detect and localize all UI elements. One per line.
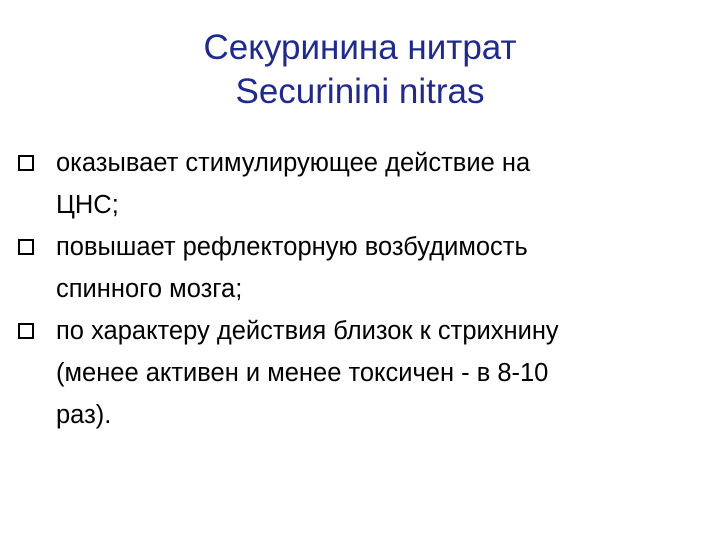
bullet-line: раз).: [56, 401, 112, 429]
bullet-line: повышает рефлекторную возбудимость: [56, 233, 528, 261]
bullet-line: (менее активен и менее токсичен - в 8-10: [56, 359, 549, 387]
title-line-2: Securinini nitras: [235, 72, 485, 111]
bullet-line: спинного мозга;: [56, 275, 243, 303]
square-bullet-icon: [18, 239, 34, 255]
bullet-item-strychnine: [18, 310, 708, 436]
bullet-item-reflex: [18, 226, 708, 310]
bullet-line: по характеру действия близок к стрихнину: [56, 317, 559, 345]
bullet-line: ЦНС;: [56, 191, 119, 219]
bullet-item-cns: [18, 142, 708, 226]
square-bullet-icon: [18, 323, 34, 339]
slide-title: [110, 26, 610, 114]
bullet-list: [18, 142, 708, 436]
title-line-1: Секуринина нитрат: [203, 28, 517, 67]
bullet-line: оказывает стимулирующее действие на: [56, 149, 531, 177]
square-bullet-icon: [18, 155, 34, 171]
